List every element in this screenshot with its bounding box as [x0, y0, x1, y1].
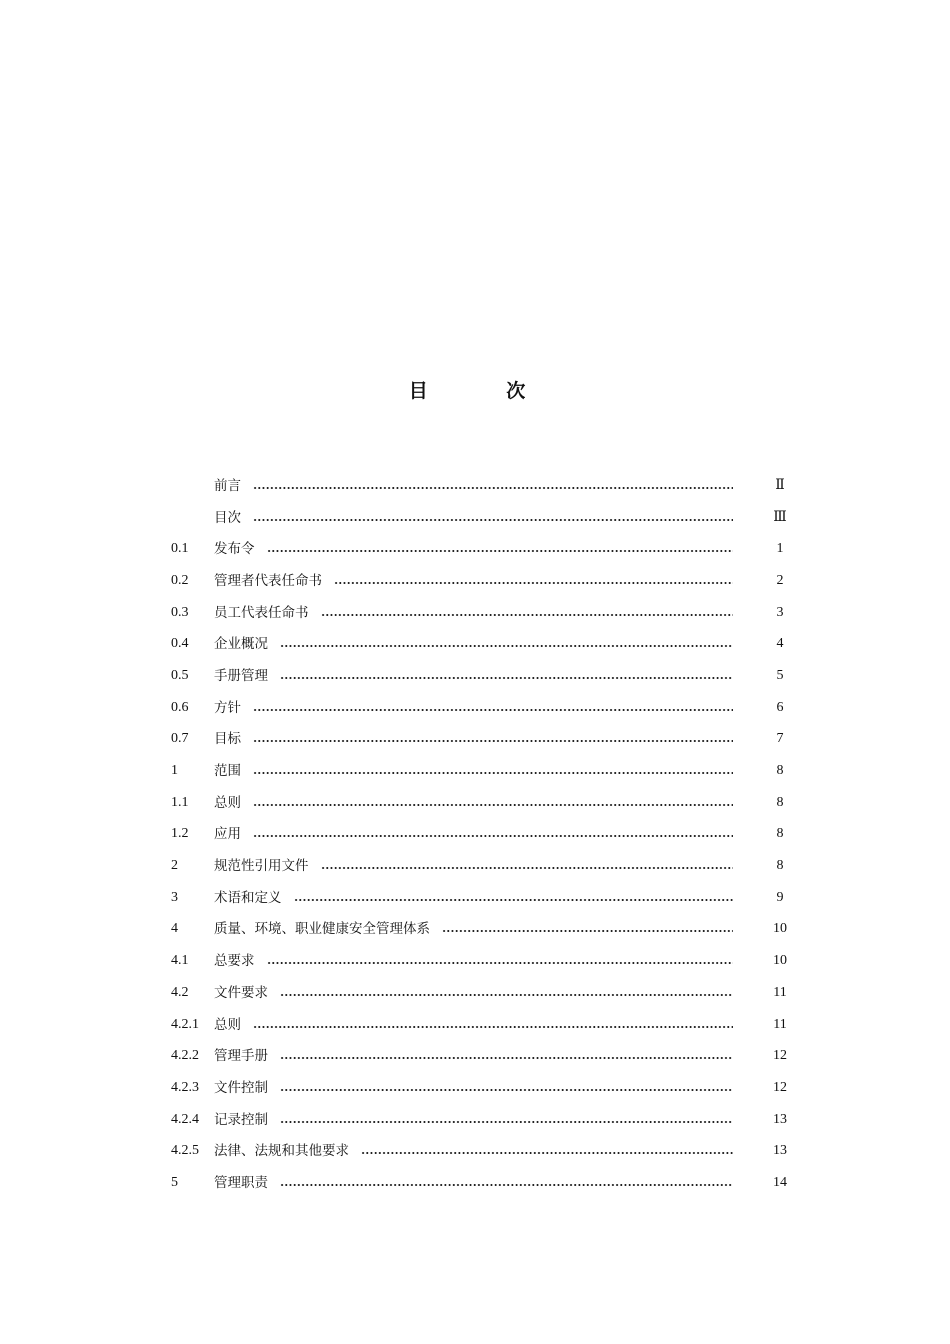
toc-entry-number: 0.7 [171, 731, 189, 747]
toc-entry[interactable] [171, 1135, 791, 1167]
toc-entry-page-number: 6 [776, 699, 784, 715]
toc-entry-page-number: 9 [776, 889, 784, 905]
toc-dot-leader [280, 677, 733, 679]
toc-entry-label: 目次 [214, 509, 241, 526]
toc-dot-leader [280, 1089, 733, 1091]
toc-dot-leader [334, 582, 733, 584]
toc-entry-number: 4.2.2 [171, 1048, 199, 1064]
toc-entry-label: 文件要求 [214, 984, 268, 1001]
toc-entry[interactable] [171, 787, 791, 819]
toc-entry[interactable] [171, 533, 791, 565]
toc-dot-leader [280, 645, 733, 647]
toc-dot-leader [280, 1184, 733, 1186]
toc-entry[interactable] [171, 977, 791, 1009]
toc-entry-number: 1 [171, 763, 178, 779]
toc-entry-label: 范围 [214, 763, 241, 780]
toc-entry-label: 应用 [214, 826, 241, 843]
toc-entry-label: 质量、环境、职业健康安全管理体系 [214, 921, 430, 938]
toc-entry-number: 0.5 [171, 667, 189, 683]
toc-entry-page-number: 3 [776, 604, 784, 620]
toc-entry-number: 0.6 [171, 699, 189, 715]
toc-entry-page-number: 13 [773, 1143, 787, 1159]
toc-entry-number: 4.2.5 [171, 1143, 199, 1159]
toc-entry-label: 前言 [214, 477, 241, 494]
toc-entry[interactable] [171, 565, 791, 597]
toc-dot-leader [267, 550, 734, 552]
toc-entry-page-number: 13 [773, 1111, 787, 1127]
toc-entry-number: 4.2.1 [171, 1016, 199, 1032]
page-title: 目 次 [408, 380, 562, 402]
toc-dot-leader [321, 614, 734, 616]
toc-entry-number: 4.2.4 [171, 1111, 199, 1127]
toc-entry-number: 4.1 [171, 953, 189, 969]
toc-entry[interactable] [171, 470, 791, 502]
toc-entry-page-number: 8 [776, 826, 784, 842]
toc-entry-label: 目标 [214, 731, 241, 748]
toc-dot-leader [280, 1121, 733, 1123]
toc-dot-leader [253, 835, 733, 837]
toc-entry-label: 法律、法规和其他要求 [214, 1143, 349, 1160]
toc-dot-leader [253, 1026, 733, 1028]
toc-entry-page-number: 8 [776, 794, 784, 810]
toc-entry-label: 记录控制 [214, 1111, 268, 1128]
toc-entry[interactable] [171, 1072, 791, 1104]
toc-entry-label: 文件控制 [214, 1079, 268, 1096]
toc-entry-page-number: 12 [773, 1048, 787, 1064]
toc-entry[interactable] [171, 597, 791, 629]
toc-entry-page-number: 8 [776, 858, 784, 874]
toc-entry-label: 企业概况 [214, 636, 268, 653]
toc-entry-label: 总则 [214, 1016, 241, 1033]
toc-dot-leader [442, 930, 733, 932]
toc-entry-page-number: 10 [773, 921, 787, 937]
toc-dot-leader [253, 709, 733, 711]
toc-entry-page-number: 2 [776, 572, 784, 588]
toc-entry-page-number: 11 [773, 984, 787, 1000]
toc-entry-label: 总要求 [214, 953, 255, 970]
toc-entry-page-number: 11 [773, 1016, 787, 1032]
toc-entry-label: 发布令 [214, 541, 255, 558]
toc-entry-page-number: 4 [776, 636, 784, 652]
toc-entry-page-number: 10 [773, 953, 787, 969]
toc-dot-leader [253, 772, 733, 774]
toc-entry[interactable] [171, 724, 791, 756]
toc-entry-label: 管理者代表任命书 [214, 572, 322, 589]
toc-dot-leader [253, 487, 733, 489]
toc-entry-label: 管理职责 [214, 1174, 268, 1191]
toc-entry-number: 0.2 [171, 572, 189, 588]
toc-entry-page-number: 1 [776, 541, 784, 557]
toc-entry[interactable] [171, 1040, 791, 1072]
toc-entry-page-number: 7 [776, 731, 784, 747]
toc-entry-label: 规范性引用文件 [214, 858, 309, 875]
toc-entry-page-number: Ⅲ [773, 509, 787, 525]
toc-entry[interactable] [171, 1104, 791, 1136]
toc-entry[interactable] [171, 914, 791, 946]
toc-entry-label: 总则 [214, 794, 241, 811]
toc-entry-label: 手册管理 [214, 667, 268, 684]
toc-entry-number: 1.2 [171, 826, 189, 842]
toc-entry[interactable] [171, 692, 791, 724]
toc-dot-leader [361, 1152, 733, 1154]
toc-entry-label: 方针 [214, 699, 241, 716]
toc-entry-page-number: 14 [773, 1174, 787, 1190]
toc-entry-page-number: 12 [773, 1079, 787, 1095]
toc-dot-leader [280, 1057, 733, 1059]
toc-entry-number: 0.4 [171, 636, 189, 652]
table-of-contents [171, 470, 791, 1199]
toc-entry[interactable] [171, 1167, 791, 1199]
toc-entry[interactable] [171, 755, 791, 787]
toc-entry-number: 3 [171, 889, 178, 905]
toc-entry-number: 1.1 [171, 794, 189, 810]
toc-dot-leader [294, 899, 734, 901]
toc-entry-page-number: Ⅱ [775, 477, 785, 493]
toc-entry-label: 术语和定义 [214, 889, 282, 906]
toc-entry[interactable] [171, 882, 791, 914]
toc-entry[interactable] [171, 628, 791, 660]
toc-entry-page-number: 8 [776, 763, 784, 779]
toc-dot-leader [267, 962, 734, 964]
toc-entry-label: 员工代表任命书 [214, 604, 309, 621]
toc-entry-number: 0.3 [171, 604, 189, 620]
toc-entry-number: 5 [171, 1174, 178, 1190]
toc-dot-leader [280, 994, 733, 996]
toc-dot-leader [253, 804, 733, 806]
toc-entry-number: 4.2 [171, 984, 189, 1000]
toc-entry[interactable] [171, 1009, 791, 1041]
toc-entry-page-number: 5 [776, 667, 784, 683]
toc-dot-leader [321, 867, 734, 869]
toc-entry[interactable] [171, 502, 791, 534]
toc-dot-leader [253, 740, 733, 742]
toc-entry[interactable] [171, 819, 791, 851]
toc-entry-number: 4.2.3 [171, 1079, 199, 1095]
toc-entry[interactable] [171, 660, 791, 692]
toc-entry-label: 管理手册 [214, 1048, 268, 1065]
toc-entry[interactable] [171, 850, 791, 882]
toc-entry-number: 0.1 [171, 541, 189, 557]
toc-dot-leader [253, 519, 733, 521]
toc-entry-number: 4 [171, 921, 178, 937]
toc-entry[interactable] [171, 945, 791, 977]
toc-entry-number: 2 [171, 858, 178, 874]
